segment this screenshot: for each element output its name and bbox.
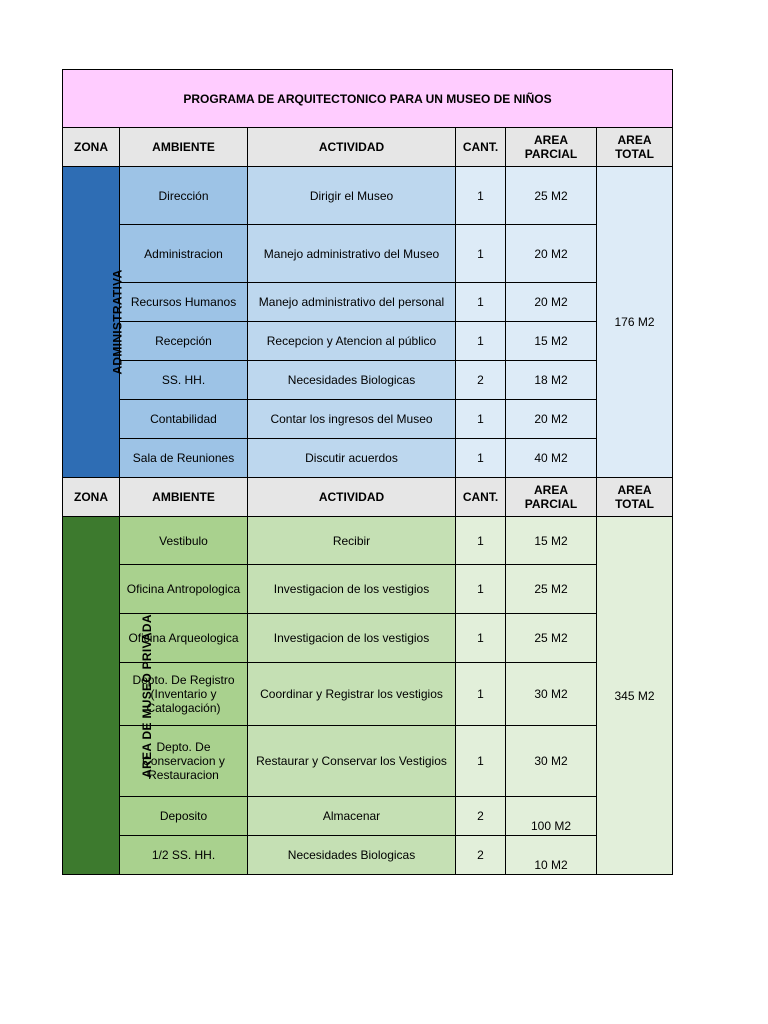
area-parcial-cell: 20 M2 <box>506 400 597 439</box>
cant-cell: 1 <box>456 283 506 322</box>
actividad-cell: Discutir acuerdos <box>248 439 456 478</box>
cant-cell: 2 <box>456 797 506 836</box>
header-area-total: AREA TOTAL <box>597 478 673 517</box>
cant-cell: 2 <box>456 836 506 875</box>
header-actividad: ACTIVIDAD <box>248 478 456 517</box>
actividad-cell: Necesidades Biologicas <box>248 361 456 400</box>
zone-label: AREA DE MUSEO PRIVADA <box>139 613 154 778</box>
ambiente-cell: Administracion <box>120 225 248 283</box>
ambiente-cell: Recepción <box>120 322 248 361</box>
actividad-cell: Necesidades Biologicas <box>248 836 456 875</box>
header-row <box>63 128 673 167</box>
table-row <box>63 517 673 565</box>
header-area-parcial: AREA PARCIAL <box>506 478 597 517</box>
table-row <box>63 283 673 322</box>
table-row <box>63 726 673 797</box>
zone-cell-administrativa <box>63 167 125 478</box>
table-row <box>63 361 673 400</box>
table-row <box>63 836 673 875</box>
table-row <box>63 167 673 225</box>
header-cant: CANT. <box>456 128 506 167</box>
actividad-cell: Manejo administrativo del personal <box>248 283 456 322</box>
program-table <box>62 69 673 875</box>
table-row <box>63 614 673 663</box>
area-parcial-cell: 15 M2 <box>506 322 597 361</box>
cant-cell: 1 <box>456 439 506 478</box>
area-parcial-cell: 20 M2 <box>506 283 597 322</box>
area-parcial-cell: 100 M2 <box>506 797 597 836</box>
actividad-cell: Investigacion de los vestigios <box>248 565 456 614</box>
table-row <box>63 439 673 478</box>
area-parcial-cell: 10 M2 <box>506 836 597 875</box>
header-zona: ZONA <box>63 128 120 167</box>
actividad-cell: Investigacion de los vestigios <box>248 614 456 663</box>
zone-cell-area-de-museo-privada <box>63 517 154 875</box>
area-total-cell: 345 M2 <box>597 517 673 875</box>
cant-cell: 1 <box>456 167 506 225</box>
area-parcial-cell: 30 M2 <box>506 663 597 726</box>
area-parcial-cell: 20 M2 <box>506 225 597 283</box>
actividad-cell: Recepcion y Atencion al público <box>248 322 456 361</box>
area-parcial-cell: 18 M2 <box>506 361 597 400</box>
ambiente-cell: Oficina Antropologica <box>120 565 248 614</box>
ambiente-cell: Oficina Arqueologica <box>120 614 248 663</box>
ambiente-cell: Dirección <box>120 167 248 225</box>
cant-cell: 1 <box>456 614 506 663</box>
ambiente-cell: 1/2 SS. HH. <box>120 836 248 875</box>
area-total-cell: 176 M2 <box>597 167 673 478</box>
table-row <box>63 400 673 439</box>
actividad-cell: Almacenar <box>248 797 456 836</box>
ambiente-cell: Recursos Humanos <box>120 283 248 322</box>
actividad-cell: Coordinar y Registrar los vestigios <box>248 663 456 726</box>
cant-cell: 1 <box>456 565 506 614</box>
actividad-cell: Dirigir el Museo <box>248 167 456 225</box>
table-row <box>63 663 673 726</box>
table-row <box>63 322 673 361</box>
ambiente-cell: Sala de Reuniones <box>120 439 248 478</box>
zone-label: ADMINISTRATIVA <box>110 269 125 375</box>
area-parcial-cell: 40 M2 <box>506 439 597 478</box>
header-ambiente: AMBIENTE <box>120 478 248 517</box>
ambiente-cell: Contabilidad <box>120 400 248 439</box>
cant-cell: 1 <box>456 400 506 439</box>
header-ambiente: AMBIENTE <box>120 128 248 167</box>
actividad-cell: Restaurar y Conservar los Vestigios <box>248 726 456 797</box>
table-row <box>63 225 673 283</box>
header-area-parcial: AREA PARCIAL <box>506 128 597 167</box>
header-area-total: AREA TOTAL <box>597 128 673 167</box>
area-parcial-cell: 25 M2 <box>506 614 597 663</box>
table-title: PROGRAMA DE ARQUITECTONICO PARA UN MUSEO DE NIÑOS <box>63 70 673 128</box>
cant-cell: 1 <box>456 322 506 361</box>
ambiente-cell: Depto. De Registro (Inventario y Catalogación) <box>120 663 248 726</box>
ambiente-cell: Depto. De Conservacion y Restauracion <box>120 726 248 797</box>
actividad-cell: Contar los ingresos del Museo <box>248 400 456 439</box>
cant-cell: 2 <box>456 361 506 400</box>
cant-cell: 1 <box>456 726 506 797</box>
ambiente-cell: SS. HH. <box>120 361 248 400</box>
area-parcial-cell: 25 M2 <box>506 167 597 225</box>
cant-cell: 1 <box>456 663 506 726</box>
ambiente-cell: Deposito <box>120 797 248 836</box>
header-actividad: ACTIVIDAD <box>248 128 456 167</box>
table-row <box>63 797 673 836</box>
area-parcial-cell: 30 M2 <box>506 726 597 797</box>
header-cant: CANT. <box>456 478 506 517</box>
area-parcial-cell: 15 M2 <box>506 517 597 565</box>
header-row <box>63 478 673 517</box>
table-row <box>63 565 673 614</box>
actividad-cell: Manejo administrativo del Museo <box>248 225 456 283</box>
cant-cell: 1 <box>456 225 506 283</box>
cant-cell: 1 <box>456 517 506 565</box>
area-parcial-cell: 25 M2 <box>506 565 597 614</box>
actividad-cell: Recibir <box>248 517 456 565</box>
header-zona: ZONA <box>63 478 120 517</box>
ambiente-cell: Vestibulo <box>120 517 248 565</box>
